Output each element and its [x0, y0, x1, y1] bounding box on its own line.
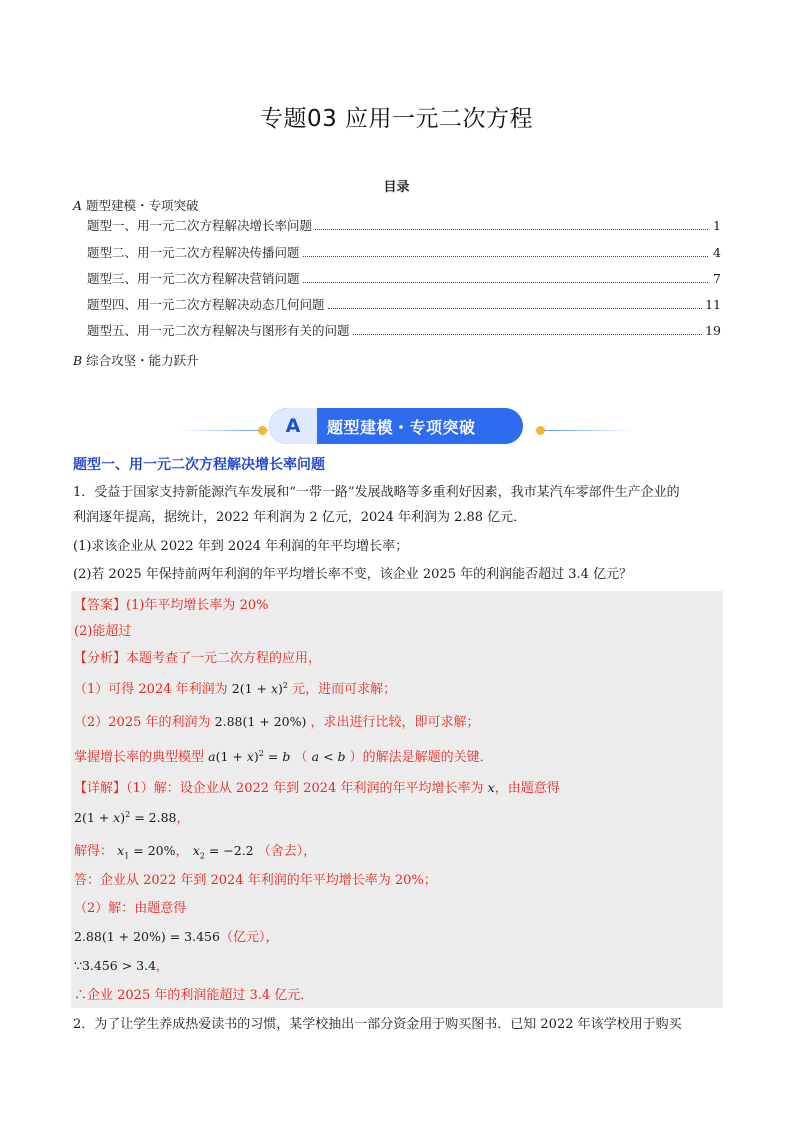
analysis-2b: ，求出进行比较，即可求解；	[310, 715, 480, 730]
equation-2	[74, 926, 278, 945]
solution-line: 解得： $x_1 = 20\%$， $x_2 = -2.2$ （舍去），	[74, 843, 317, 861]
toc-item-page: 4	[713, 245, 721, 260]
analysis-step-2	[74, 711, 480, 730]
toc-item-5[interactable]	[87, 323, 721, 339]
question-1-part-2: (2)若 2025 年保持前两年利润的年平均增长率不变，该企业 2025 年的利润能否超过 3.4 亿元？	[73, 567, 633, 582]
document-title: 专题03 应用一元二次方程	[259, 106, 534, 132]
detail-text: （1）解：设企业从 2022 年到 2024 年利润的年平均增长率为	[126, 781, 484, 796]
equation-2-tail: （亿元），	[219, 930, 279, 945]
toc-part-b-title: 综合攻坚・能力跃升	[86, 353, 199, 368]
formula-model: $a(1 + x)^2 = b$	[208, 748, 291, 764]
toc-item-page: 7	[713, 271, 721, 286]
formula-a-lt-b: a < b	[311, 749, 346, 764]
equation-1: $2(1 + x)^2 = 2.88$，	[74, 809, 190, 825]
banner-right-dot	[536, 426, 545, 435]
toc-item-page: 19	[705, 323, 721, 338]
analysis-1b: 元，进而可求解；	[292, 682, 397, 697]
equation-2-math: 2.88(1 + 20%) = 3.456	[74, 929, 220, 944]
detail-text-b: ，由题意得	[494, 781, 560, 796]
toc-part-a-title: 题型建模・专项突破	[86, 198, 199, 213]
root-x2: $x_2 = -2.2$	[192, 843, 254, 861]
toc-part-a[interactable]	[73, 198, 199, 214]
question-1-part-1: (1)求该企业从 2022 年到 2024 年利润的年平均增长率；	[73, 539, 409, 554]
toc-leader	[303, 282, 708, 283]
toc-item-page: 11	[705, 297, 721, 312]
analysis-tag: 【分析】	[74, 651, 127, 666]
comparison: ∵3.456 > 3.4，	[74, 958, 169, 973]
toc-leader	[328, 308, 703, 309]
solve-rest: （舍去），	[257, 844, 317, 859]
toc-part-b-label: B	[73, 353, 83, 368]
detail-tag: 【详解】	[74, 781, 127, 796]
analysis-text: 本题考查了一元二次方程的应用，	[126, 651, 322, 666]
formula-2-88-times: 2.88(1 + 20%)	[214, 714, 307, 729]
analysis-2a: （2）2025 年的利润为	[74, 715, 211, 730]
answer-2: (2)能超过	[74, 624, 132, 639]
variable-x: x	[487, 780, 495, 795]
answer-line	[74, 594, 268, 613]
model-c: ）的解法是解题的关键．	[349, 750, 493, 765]
question-2-line-1: 2．为了让学生养成热爱读书的习惯，某学校抽出一部分资金用于购买图书．已知 2022 年该学校用于购买	[73, 1017, 682, 1032]
banner-badge: A	[269, 408, 317, 444]
toc-heading: 目录	[383, 180, 410, 195]
banner-left-line	[178, 430, 268, 431]
section-banner	[269, 408, 523, 444]
banner-left-dot	[258, 426, 267, 435]
toc-item-4[interactable]	[87, 297, 721, 313]
toc-item-label: 题型五、用一元二次方程解决与图形有关的问题	[87, 323, 350, 338]
toc-item-page: 1	[713, 218, 721, 233]
question-1-line-1: 1．受益于国家支持新能源汽车发展和“一带一路”发展战略等多重利好因素，我市某汽车零部件生产企业的	[73, 485, 680, 500]
banner-right-line	[545, 430, 635, 431]
toc-item-2[interactable]	[87, 245, 721, 261]
section-title: 题型一、用一元二次方程解决增长率问题	[73, 457, 325, 473]
toc-item-label: 题型一、用一元二次方程解决增长率问题	[87, 218, 313, 233]
part-2-intro: （2）解：由题意得	[74, 901, 187, 916]
answer-1: (1)年平均增长率为 20%	[126, 598, 269, 613]
toc-part-a-label: A	[73, 198, 83, 213]
root-x1: $x_1 = 20\%$	[117, 843, 176, 861]
answer-tag: 【答案】	[74, 598, 127, 613]
toc-leader	[315, 229, 708, 230]
model-a: 掌握增长率的典型模型	[74, 750, 205, 765]
toc-item-label: 题型二、用一元二次方程解决传播问题	[87, 245, 300, 260]
toc-item-label: 题型三、用一元二次方程解决营销问题	[87, 271, 300, 286]
analysis-line	[74, 647, 321, 666]
conclusion-2: ∴企业 2025 年的利润能超过 3.4 亿元．	[74, 988, 314, 1003]
toc-item-3[interactable]	[87, 271, 721, 287]
question-1-line-2: 利润逐年提高，据统计，2022 年利润为 2 亿元，2024 年利润为 2.88 亿元．	[73, 510, 527, 525]
detail-line	[74, 777, 560, 796]
model-line	[74, 746, 493, 765]
toc-item-label: 题型四、用一元二次方程解决动态几何问题	[87, 297, 325, 312]
analysis-step-1	[74, 678, 396, 697]
solve-label: 解得：	[74, 844, 114, 859]
toc-part-b[interactable]	[73, 353, 199, 369]
toc-item-1[interactable]	[87, 218, 721, 234]
banner-text: 题型建模・专项突破	[327, 417, 476, 437]
toc-leader	[303, 256, 708, 257]
analysis-1a: （1）可得 2024 年利润为	[74, 682, 228, 697]
toc-leader	[353, 334, 703, 335]
formula-2-1-plus-x-sq: $2(1 + x)^2$	[231, 680, 289, 696]
conclusion-1: 答：企业从 2022 年到 2024 年利润的年平均增长率为 20%；	[74, 873, 437, 888]
model-b: （	[294, 750, 308, 765]
